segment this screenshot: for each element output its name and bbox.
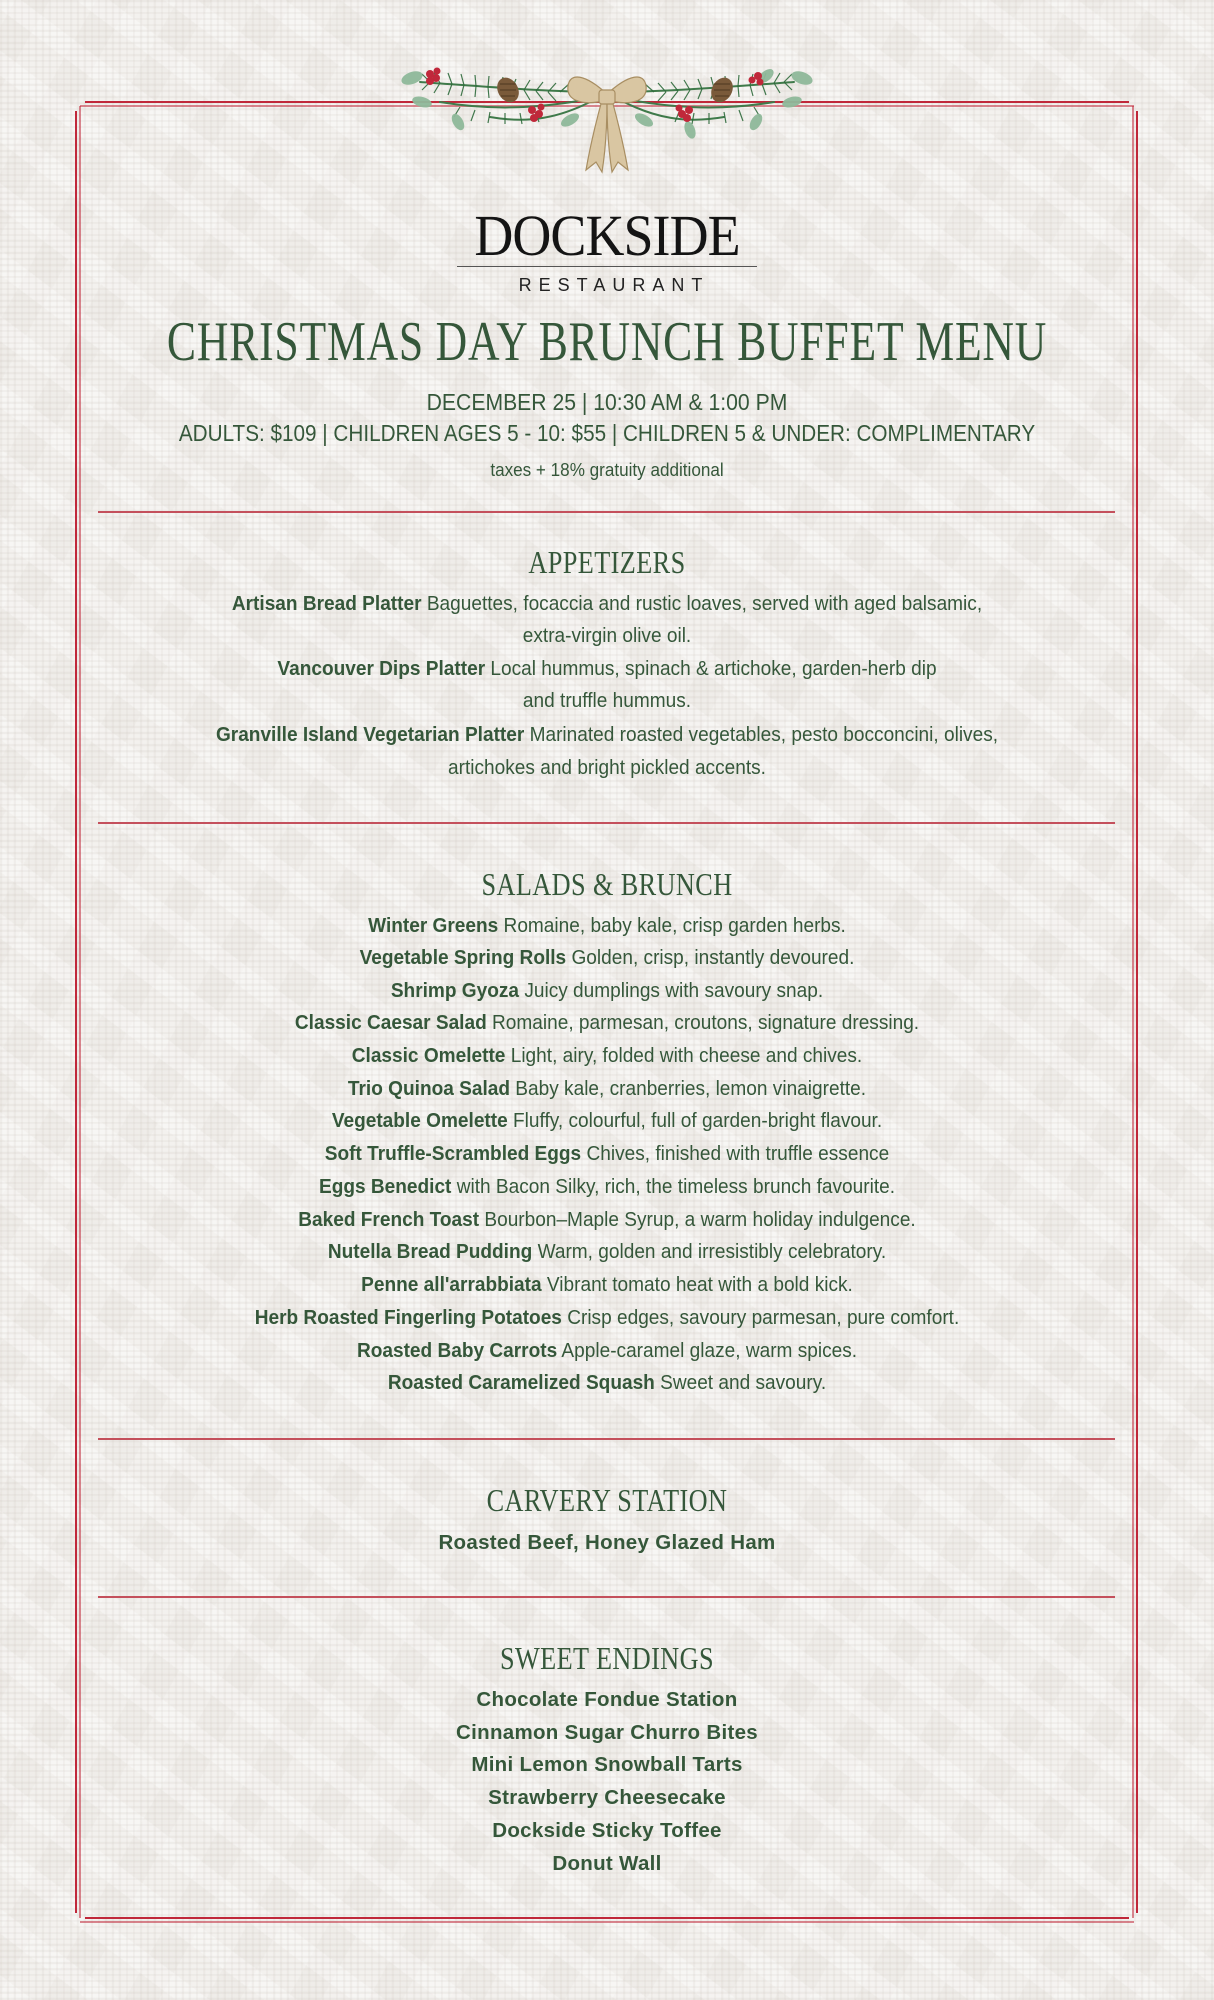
menu-item xyxy=(42,1076,1171,1102)
menu-item-name: Roasted Baby Carrots xyxy=(356,1339,558,1362)
menu-item-description: Baby kale, cranberries, lemon vinaigrette. xyxy=(510,1077,867,1100)
restaurant-logo-name: DOCKSIDE xyxy=(474,203,740,268)
menu-item-name: Vegetable Spring Rolls xyxy=(359,946,567,969)
menu-item-description: Light, airy, folded with cheese and chives. xyxy=(505,1044,863,1067)
dessert-item: Cinnamon Sugar Churro Bites xyxy=(456,1721,758,1744)
menu-item-name: Herb Roasted Fingerling Potatoes xyxy=(254,1306,562,1329)
menu-item-description: Marinated roasted vegetables, pesto bocconcini, olives, xyxy=(524,723,999,746)
menu-item xyxy=(42,1338,1171,1364)
menu-item-description: Local hummus, spinach & artichoke, garden-herb dip xyxy=(485,657,937,680)
menu-item xyxy=(42,1272,1171,1298)
menu-item-description: Golden, crisp, instantly devoured. xyxy=(566,946,855,969)
menu-item xyxy=(42,1174,1171,1200)
menu-item-description: Baguettes, focaccia and rustic loaves, served with aged balsamic, xyxy=(421,592,983,615)
event-date-time: DECEMBER 25 | 10:30 AM & 1:00 PM xyxy=(426,389,788,415)
menu-item-description: with Bacon Silky, rich, the timeless brunch favourite. xyxy=(451,1175,896,1198)
section-divider xyxy=(98,822,1115,824)
menu-item-description: Apple-caramel glaze, warm spices. xyxy=(557,1339,858,1362)
dessert-item: Dockside Sticky Toffee xyxy=(492,1819,722,1842)
menu-item-description: Chives, finished with truffle essence xyxy=(581,1142,890,1165)
menu-item xyxy=(42,1239,1171,1265)
menu-item-description: Fluffy, colourful, full of garden-bright flavour. xyxy=(507,1109,883,1132)
section-heading-salads-brunch: SALADS & BRUNCH xyxy=(481,866,733,902)
dessert-item: Chocolate Fondue Station xyxy=(476,1688,738,1711)
dessert-item: Strawberry Cheesecake xyxy=(488,1786,726,1809)
menu-item xyxy=(42,1370,1171,1396)
menu-item-name: Artisan Bread Platter xyxy=(231,592,422,615)
menu-item-name: Baked French Toast xyxy=(298,1208,480,1231)
menu-item-description: and truffle hummus. xyxy=(522,689,692,712)
menu-item-description: Juicy dumplings with savoury snap. xyxy=(519,979,824,1002)
menu-item-name: Roasted Caramelized Squash xyxy=(387,1371,655,1394)
menu-item xyxy=(42,1043,1171,1069)
menu-item-description: Bourbon–Maple Syrup, a warm holiday indulgence. xyxy=(479,1208,916,1231)
menu-item-description: Romaine, baby kale, crisp garden herbs. xyxy=(498,914,846,937)
frame-bottom-outer xyxy=(85,1917,1129,1919)
menu-item-name: Trio Quinoa Salad xyxy=(347,1077,511,1100)
menu-line xyxy=(42,623,1171,649)
menu-item-description: Vibrant tomato heat with a bold kick. xyxy=(541,1273,853,1296)
menu-item-name: Vancouver Dips Platter xyxy=(277,657,486,680)
menu-item-description: Warm, golden and irresistibly celebratory. xyxy=(532,1240,887,1263)
menu-item-name: Granville Island Vegetarian Platter xyxy=(215,723,525,746)
menu-item xyxy=(42,978,1171,1004)
page-title: CHRISTMAS DAY BRUNCH BUFFET MENU xyxy=(166,311,1048,373)
menu-item-description: Crisp edges, savoury parmesan, pure comfort. xyxy=(561,1306,960,1329)
menu-item-name: Classic Caesar Salad xyxy=(294,1011,487,1034)
menu-line xyxy=(42,656,1171,682)
menu-item xyxy=(42,945,1171,971)
menu-item xyxy=(42,1108,1171,1134)
menu-item-description: Sweet and savoury. xyxy=(654,1371,827,1394)
menu-line xyxy=(42,591,1171,617)
logo-underline xyxy=(457,266,757,267)
menu-item-name: Shrimp Gyoza xyxy=(390,979,520,1002)
menu-item-name: Eggs Benedict xyxy=(318,1175,452,1198)
menu-item-name: Vegetable Omelette xyxy=(331,1109,508,1132)
section-heading-sweet-endings: SWEET ENDINGS xyxy=(499,1640,715,1676)
pine-garland-with-burlap-bow-icon xyxy=(400,62,814,177)
section-divider xyxy=(98,1596,1115,1598)
carvery-item: Roasted Beef, Honey Glazed Ham xyxy=(438,1531,776,1554)
menu-item-description: Romaine, parmesan, croutons, signature dressing. xyxy=(486,1011,920,1034)
menu-line xyxy=(42,688,1171,714)
pricing-info: ADULTS: $109 | CHILDREN AGES 5 - 10: $55 | CHILDREN 5 & UNDER: COMPLIMENTARY xyxy=(178,420,1036,446)
menu-line xyxy=(42,755,1171,781)
restaurant-logo-subtitle: RESTAURANT xyxy=(518,275,710,295)
dessert-item: Donut Wall xyxy=(552,1852,662,1875)
menu-item-description: extra-virgin olive oil. xyxy=(522,624,692,647)
menu-item-description: artichokes and bright pickled accents. xyxy=(448,756,766,779)
dessert-item: Mini Lemon Snowball Tarts xyxy=(471,1753,743,1776)
section-heading-carvery: CARVERY STATION xyxy=(486,1482,728,1518)
frame-bottom-inner xyxy=(80,1921,1134,1923)
menu-item xyxy=(42,1010,1171,1036)
menu-item-name: Soft Truffle-Scrambled Eggs xyxy=(324,1142,582,1165)
menu-item-name: Winter Greens xyxy=(368,914,499,937)
menu-item-name: Classic Omelette xyxy=(351,1044,506,1067)
section-divider xyxy=(98,511,1115,513)
menu-item-name: Nutella Bread Pudding xyxy=(327,1240,533,1263)
menu-line xyxy=(42,722,1171,748)
taxes-note: taxes + 18% gratuity additional xyxy=(490,460,724,480)
section-divider xyxy=(98,1438,1115,1440)
menu-item xyxy=(42,913,1171,939)
menu-item xyxy=(42,1207,1171,1233)
menu-item-name: Penne all'arrabbiata xyxy=(361,1273,542,1296)
menu-item xyxy=(42,1141,1171,1167)
section-heading-appetizers: APPETIZERS xyxy=(528,544,686,580)
menu-item xyxy=(42,1305,1171,1331)
